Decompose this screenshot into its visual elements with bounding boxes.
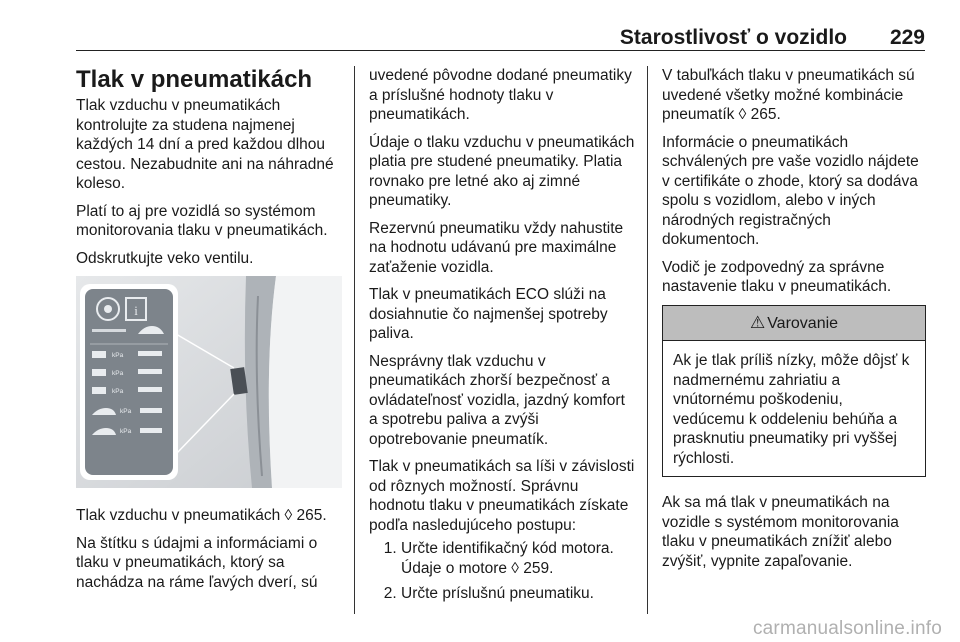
paragraph: Tlak vzduchu v pneumatikách ◊ 265. — [76, 507, 327, 524]
warning-body: Ak je tlak príliš nízky, môže dôjsť k nadmernému zahriatiu a vnútornému poškodeniu, vedúcemu k oddeleniu behúňa a prasknutiu pneumatiky pri vyššej rýchlosti. — [673, 352, 910, 467]
page-number: 229 — [889, 26, 925, 49]
svg-text:i: i — [134, 303, 138, 318]
svg-text:kPa: kPa — [112, 370, 124, 377]
svg-text:kPa: kPa — [120, 428, 132, 435]
paragraph: Na štítku s údajmi a informáciami o tlaku v pneumatikách, ktorý sa nachádza na ráme ľavých dverí, sú — [76, 534, 318, 591]
watermark: carmanualsonline.info — [752, 618, 942, 639]
column-divider — [647, 66, 648, 614]
paragraph: Vodič je zodpovedný za správne nastavenie tlaku v pneumatikách. — [662, 258, 892, 295]
paragraph: uvedené pôvodne dodané pneumatiky a príslušné hodnoty tlaku v pneumatikách. — [369, 67, 632, 123]
svg-text:kPa: kPa — [112, 388, 124, 395]
section-title: Starostlivosť o vozidlo — [619, 26, 847, 49]
section-heading: Tlak v pneumatikách — [76, 66, 313, 93]
warning-header — [663, 306, 925, 342]
paragraph: Nesprávny tlak vzduchu v pneumatikách zhorší bezpečnosť a ovládateľnosť vozidla, jazdný komfort a spotrebu paliva a zvýši opotrebovanie pneumatík. — [369, 352, 625, 448]
column-1 — [76, 66, 344, 600]
tire-pressure-label-figure — [76, 276, 342, 488]
svg-text:kPa: kPa — [112, 352, 124, 359]
column-2 — [369, 66, 635, 610]
list-item: 2. Určte príslušnú pneumatiku. — [401, 584, 635, 604]
column-3 — [662, 66, 926, 579]
paragraph: Ak sa má tlak v pneumatikách na vozidle s systémom monitorovania tlaku v pneumatikách znížiť alebo zvýšiť, vypnite zapaľovanie. — [662, 494, 899, 570]
paragraph: Tlak v pneumatikách ECO slúži na dosiahnutie čo najmenšej spotreby paliva. — [369, 286, 608, 342]
warning-box — [662, 305, 926, 478]
door-frame-illustration — [76, 276, 342, 488]
paragraph: V tabuľkách tlaku v pneumatikách sú uvedené všetky možné kombinácie pneumatík ◊ 265. — [662, 67, 915, 123]
paragraph: Odskrutkujte veko ventilu. — [76, 249, 254, 267]
warning-title: Varovanie — [767, 314, 839, 332]
paragraph: Platí to aj pre vozidlá so systémom monitorovania tlaku v pneumatikách. — [76, 202, 328, 239]
paragraph: Tlak v pneumatikách sa líši v závislosti od rôznych možností. Správnu hodnotu tlaku v pneumatikách získate podľa nasledujúceho postupu: — [369, 458, 635, 534]
list-item: 1. Určte identifikačný kód motora. Údaje o motore ◊ 259. — [401, 539, 635, 578]
paragraph: Rezervnú pneumatiku vždy nahustite na hodnotu udávanú pre maximálne zaťaženie vozidla. — [369, 219, 624, 276]
paragraph: Informácie o pneumatikách schválených pre vaše vozidlo nájdete v certifikáte o zhode, ktorý sa dodáva spolu s vozidlom, alebo v iných národných registračných dokumentoch. — [662, 133, 919, 248]
column-divider — [354, 66, 355, 614]
warning-triangle-icon: ⚠ — [749, 312, 766, 332]
paragraph: Údaje o tlaku vzduchu v pneumatikách platia pre studené pneumatiky. Platia rovnako pre letné ako aj zimné pneumatiky. — [369, 133, 635, 209]
svg-text:kPa: kPa — [120, 408, 132, 415]
paragraph: Tlak vzduchu v pneumatikách kontrolujte za studena najmenej každých 14 dní a pred každou dlhou cestou. Nezabudnite ani na náhradné koleso. — [76, 97, 334, 192]
procedure-steps — [369, 539, 635, 604]
page-header — [76, 14, 925, 51]
